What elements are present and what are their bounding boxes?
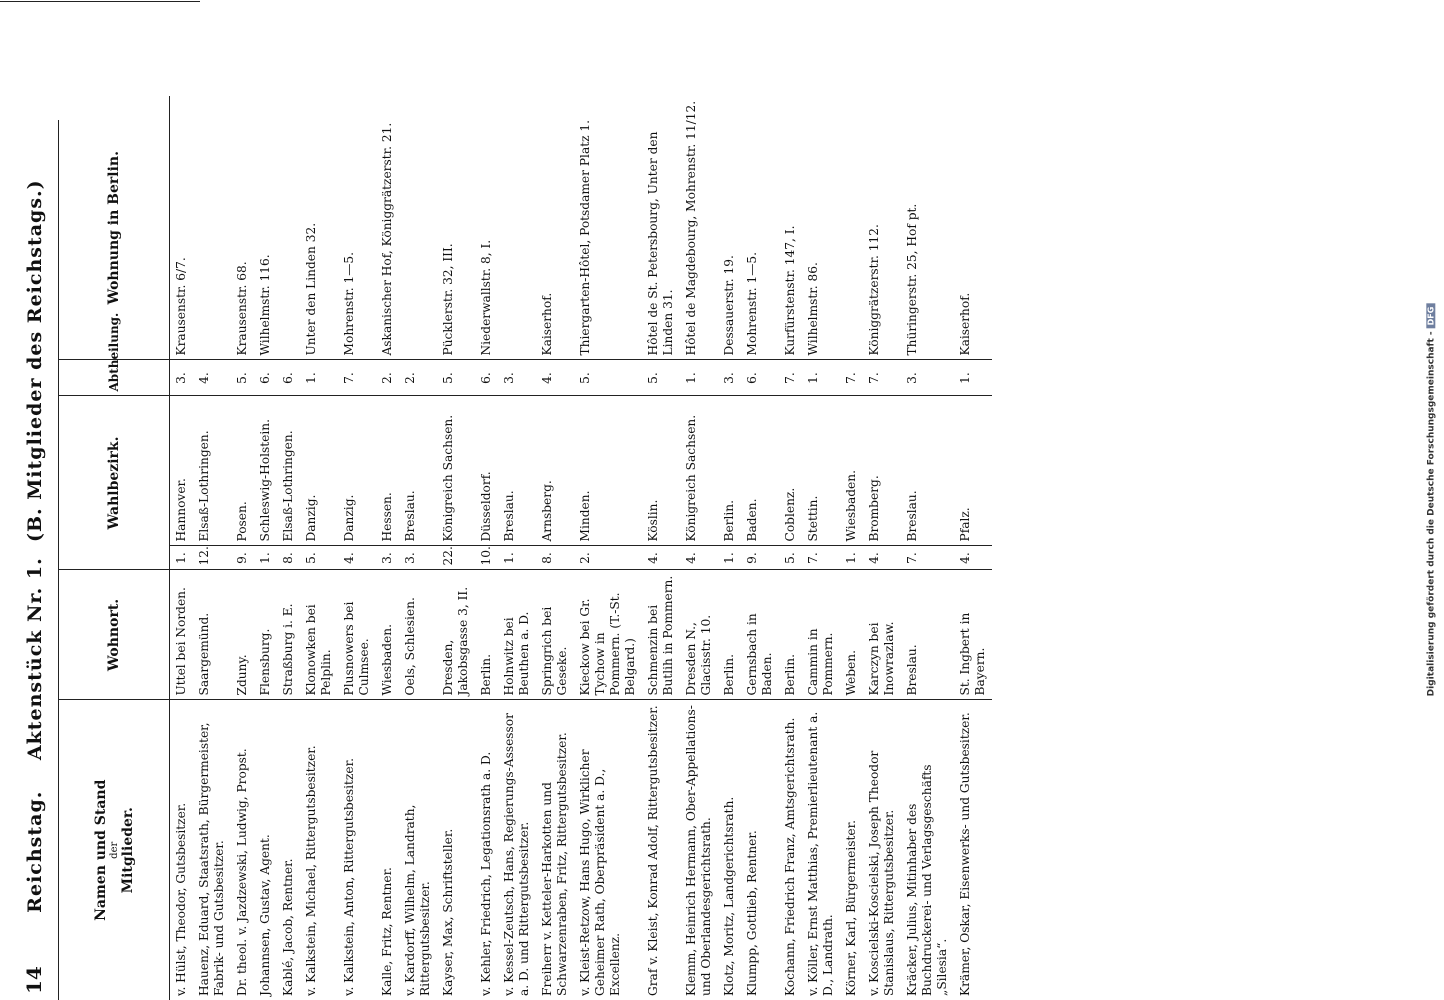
wahlbezirk-name: Pfalz.: [954, 396, 992, 546]
wahlbezirk-number: 9.: [231, 546, 254, 570]
wahlbezirk-number: 10.: [475, 546, 498, 570]
member-wohnort: Straßburg i. E.: [277, 570, 300, 700]
wahlbezirk-number: 9.: [741, 546, 779, 570]
abtheilung-number: 1.: [954, 360, 992, 396]
member-name: v. Köller, Ernst Matthias, Premierlieutenant a. D., Landrath.: [802, 700, 840, 1000]
wahlbezirk-name: Breslau.: [901, 396, 954, 546]
berlin-address: Wilhelmstr. 86.: [806, 262, 820, 356]
dfg-watermark: [1418, 0, 1444, 1000]
table-row: [741, 96, 779, 1000]
wahlbezirk-number: 22.: [437, 546, 475, 570]
document-title: Aktenstück Nr. 1.: [24, 557, 46, 761]
member-name: v. Hülst, Theodor, Gutsbesitzer.: [170, 700, 194, 1000]
wahlbezirk-name: Baden.: [741, 396, 779, 546]
berlin-address: Mohrenstr. 1—5.: [342, 251, 356, 356]
abtheilung-number: 1.: [680, 360, 718, 396]
wahlbezirk-name: Düsseldorf.: [475, 396, 498, 546]
abtheilung-number: 4.: [193, 360, 231, 396]
member-wohnort: Cammin in Pommern.: [802, 570, 840, 700]
table-row: [498, 96, 536, 1000]
member-name: Kablé, Jacob, Rentner.: [277, 700, 300, 1000]
table-row: [475, 96, 498, 1000]
wahlbezirk-name: Posen.: [231, 396, 254, 546]
wahlbezirk-number: 7.: [802, 546, 840, 570]
col-abtheilung: Abtheilung.: [59, 360, 170, 396]
abtheilung-number: 7.: [863, 360, 901, 396]
abtheilung-number: 5.: [231, 360, 254, 396]
running-title: [24, 179, 46, 912]
member-wohnort: Dresden N., Glacisstr. 10.: [680, 570, 718, 700]
col-name: [59, 700, 170, 1000]
wahlbezirk-number: 4.: [680, 546, 718, 570]
abtheilung-number: 1.: [802, 360, 840, 396]
members-table-body: [170, 96, 993, 1000]
berlin-address: Kurfürstenstr. 147, I.: [783, 225, 797, 356]
berlin-address: [399, 96, 437, 360]
member-name: Kräcker, Julius, Mitinhaber des Buchdruckerei- und Verlagsgeschäfts „Silesia“.: [901, 700, 954, 1000]
abtheilung-number: 4.: [536, 360, 574, 396]
member-wohnort: Berlin.: [718, 570, 741, 700]
wahlbezirk-name: Arnsberg.: [536, 396, 574, 546]
member-wohnort: Schmenzin bei Butlih in Pommern.: [642, 570, 680, 700]
berlin-address: [277, 96, 300, 360]
member-name: Dr. theol. v. Jazdzewski, Ludwig, Propst.: [231, 700, 254, 1000]
wahlbezirk-name: Hessen.: [376, 396, 399, 546]
member-wohnort: Springrich bei Geseke.: [536, 570, 574, 700]
table-row: [779, 96, 802, 1000]
berlin-address: Krausenstr. 6/7.: [174, 257, 188, 356]
member-name: Kochann, Friedrich Franz, Amtsgerichtsrath.: [779, 700, 802, 1000]
berlin-address: Askanischer Hof, Königgrätzerstr. 21.: [380, 122, 394, 356]
table-row: [901, 96, 954, 1000]
table-row: [376, 96, 399, 1000]
member-wohnort: Berlin.: [475, 570, 498, 700]
member-name: v. Kleist-Retzow, Hans Hugo, Wirklicher Geheimer Rath, Oberpräsident a. D., Excellenz.: [574, 700, 642, 1000]
abtheilung-number: 5.: [437, 360, 475, 396]
wahlbezirk-number: 7.: [901, 546, 954, 570]
table-row: [399, 96, 437, 1000]
col-name-top: Namen und Stand: [92, 779, 109, 921]
berlin-address: Hôtel de St. Petersbourg, Unter den Linden 31.: [646, 131, 675, 356]
member-wohnort: Wiesbaden.: [376, 570, 399, 700]
wahlbezirk-number: 8.: [536, 546, 574, 570]
wahlbezirk-number: 8.: [277, 546, 300, 570]
wahlbezirk-number: 5.: [779, 546, 802, 570]
wahlbezirk-name: Breslau.: [498, 396, 536, 546]
member-name: Körner, Karl, Bürgermeister.: [840, 700, 863, 1000]
wahlbezirk-number: 4.: [954, 546, 992, 570]
berlin-address: Hôtel de Magdebourg, Mohrenstr. 11/12.: [684, 100, 698, 356]
wahlbezirk-name: Berlin.: [718, 396, 741, 546]
wahlbezirk-number: 1.: [254, 546, 277, 570]
wahlbezirk-name: Breslau.: [399, 396, 437, 546]
wahlbezirk-name: Danzig.: [300, 396, 338, 546]
wahlbezirk-number: 1.: [840, 546, 863, 570]
berlin-address: Pücklerstr. 32, III.: [441, 243, 455, 356]
member-wohnort: Plusnowers bei Culmsee.: [338, 570, 376, 700]
abtheilung-number: 5.: [574, 360, 642, 396]
member-name: Kayser, Max, Schriftsteller.: [437, 700, 475, 1000]
table-row: [254, 96, 277, 1000]
abtheilung-number: 6.: [254, 360, 277, 396]
wahlbezirk-name: Stettin.: [802, 396, 840, 546]
member-wohnort: Weben.: [840, 570, 863, 700]
abtheilung-number: 3.: [170, 360, 194, 396]
header-row: [59, 96, 170, 1000]
member-wohnort: Dresden, Jakobsgasse 3, II.: [437, 570, 475, 700]
wahlbezirk-name: Danzig.: [338, 396, 376, 546]
berlin-address: Krausenstr. 68.: [235, 261, 249, 356]
wahlbezirk-name: Schleswig-Holstein.: [254, 396, 277, 546]
member-wohnort: Saargemünd.: [193, 570, 231, 700]
wahlbezirk-name: Königreich Sachsen.: [437, 396, 475, 546]
wahlbezirk-number: 4.: [863, 546, 901, 570]
members-table: [59, 96, 992, 1000]
col-name-mid: der: [108, 841, 120, 859]
col-name-bottom: Mitglieder.: [119, 807, 136, 894]
berlin-address: Mohrenstr. 1—5.: [745, 251, 759, 356]
berlin-address: Unter den Linden 32.: [304, 222, 318, 356]
table-row: [642, 96, 680, 1000]
berlin-address: Wilhelmstr. 116.: [258, 254, 272, 356]
wahlbezirk-number: 12.: [193, 546, 231, 570]
abtheilung-number: 1.: [300, 360, 338, 396]
table-row: [574, 96, 642, 1000]
abtheilung-number: 3.: [901, 360, 954, 396]
reichstag-label: Reichstag.: [24, 790, 46, 913]
member-wohnort: Kieckow bei Gr. Tychow in Pommern. (T.-St. Belgard.): [574, 570, 642, 700]
member-name: Klumpp, Gottlieb, Rentner.: [741, 700, 779, 1000]
member-name: Krämer, Oskar, Eisenwerks- und Gutsbesitzer.: [954, 700, 992, 1000]
member-wohnort: Uttel bei Norden.: [170, 570, 194, 700]
table-row: [300, 96, 338, 1000]
abtheilung-number: 5.: [642, 360, 680, 396]
table-row: [536, 96, 574, 1000]
berlin-address: Königgrätzerstr. 112.: [867, 224, 881, 356]
member-wohnort: Flensburg.: [254, 570, 277, 700]
wahlbezirk-number: 2.: [574, 546, 642, 570]
wahlbezirk-number: 1.: [718, 546, 741, 570]
abtheilung-number: 7.: [779, 360, 802, 396]
document-subtitle: (B. Mitglieder des Reichstags.): [24, 179, 46, 543]
abtheilung-number: 6.: [741, 360, 779, 396]
abtheilung-number: 7.: [338, 360, 376, 396]
abtheilung-number: 3.: [718, 360, 741, 396]
col-berlin: Wohnung in Berlin.: [59, 96, 170, 360]
abtheilung-number: 6.: [277, 360, 300, 396]
table-row: [954, 96, 992, 1000]
table-row: [863, 96, 901, 1000]
rotated-page: [18, 100, 1338, 1000]
wahlbezirk-number: 3.: [376, 546, 399, 570]
member-wohnort: Breslau.: [901, 570, 954, 700]
berlin-address: Kaiserhof.: [958, 292, 972, 356]
member-wohnort: Zduny.: [231, 570, 254, 700]
member-name: v. Kardorff, Wilhelm, Landrath, Rittergutsbesitzer.: [399, 700, 437, 1000]
page-number: 14: [22, 966, 46, 994]
table-row: [277, 96, 300, 1000]
table-row: [170, 96, 194, 1000]
wahlbezirk-number: 4.: [642, 546, 680, 570]
berlin-address: Thiergarten-Hôtel, Potsdamer Platz 1.: [578, 119, 592, 356]
wahlbezirk-number: 1.: [498, 546, 536, 570]
table-row: [193, 96, 231, 1000]
wahlbezirk-number: 3.: [399, 546, 437, 570]
berlin-address: Kaiserhof.: [540, 292, 554, 356]
berlin-address: Thüringerstr. 25, Hof pt.: [905, 203, 919, 356]
abtheilung-number: 7.: [840, 360, 863, 396]
table-row: [718, 96, 741, 1000]
wahlbezirk-name: Bromberg.: [863, 396, 901, 546]
abtheilung-number: 3.: [498, 360, 536, 396]
berlin-address: [193, 96, 231, 360]
member-name: v. Koscielski-Koscielski, Joseph Theodor Stanislaus, Rittergutsbesitzer.: [863, 700, 901, 1000]
table-row: [437, 96, 475, 1000]
wahlbezirk-name: Elsaß-Lothringen.: [193, 396, 231, 546]
watermark-text: Digitalisierung gefördert durch die Deutsche Forschungsgemeinschaft -: [1426, 331, 1436, 697]
member-name: Graf v. Kleist, Konrad Adolf, Rittergutsbesitzer.: [642, 700, 680, 1000]
col-wahlbezirk: Wahlbezirk.: [59, 396, 170, 570]
member-name: v. Kalkstein, Anton, Rittergutsbesitzer.: [338, 700, 376, 1000]
wahlbezirk-name: Elsaß-Lothringen.: [277, 396, 300, 546]
member-wohnort: Holnwitz bei Beuthen a. D.: [498, 570, 536, 700]
member-name: Freiherr v. Ketteler-Harkotten und Schwarzenraben, Fritz, Rittergutsbesitzer.: [536, 700, 574, 1000]
dfg-logo: DFG: [1426, 304, 1435, 329]
wahlbezirk-number: 1.: [170, 546, 194, 570]
member-name: Kalle, Fritz, Rentner.: [376, 700, 399, 1000]
wahlbezirk-name: Hannover.: [170, 396, 194, 546]
wahlbezirk-name: Köslin.: [642, 396, 680, 546]
member-name: v. Kalkstein, Michael, Rittergutsbesitzer.: [300, 700, 338, 1000]
abtheilung-number: 2.: [399, 360, 437, 396]
member-wohnort: Karczyn bei Inowrazlaw.: [863, 570, 901, 700]
member-wohnort: Oels, Schlesien.: [399, 570, 437, 700]
abtheilung-number: 2.: [376, 360, 399, 396]
table-row: [840, 96, 863, 1000]
berlin-address: Dessauerstr. 19.: [722, 255, 736, 356]
berlin-address: [840, 96, 863, 360]
member-wohnort: Klonowken bei Pelplin.: [300, 570, 338, 700]
member-name: Klemm, Heinrich Hermann, Ober-Appellations- und Oberlandesgerichtsrath.: [680, 700, 718, 1000]
table-row: [231, 96, 254, 1000]
members-table-frame: [58, 100, 992, 1000]
member-wohnort: Berlin.: [779, 570, 802, 700]
table-row: [680, 96, 718, 1000]
table-row: [338, 96, 376, 1000]
wahlbezirk-name: Minden.: [574, 396, 642, 546]
wahlbezirk-number: 5.: [300, 546, 338, 570]
wahlbezirk-name: Coblenz.: [779, 396, 802, 546]
berlin-address: [498, 96, 536, 360]
member-name: Johannsen, Gustav, Agent.: [254, 700, 277, 1000]
member-wohnort: Gernsbach in Baden.: [741, 570, 779, 700]
wahlbezirk-name: Königreich Sachsen.: [680, 396, 718, 546]
member-wohnort: St. Ingbert in Bayern.: [954, 570, 992, 700]
abtheilung-number: 6.: [475, 360, 498, 396]
top-rule: [0, 1, 200, 2]
col-wohnort: Wohnort.: [59, 570, 170, 700]
member-name: v. Kessel-Zeutsch, Hans, Regierungs-Assessor a. D. und Rittergutsbesitzer.: [498, 700, 536, 1000]
berlin-address: Niederwallstr. 8, I.: [479, 239, 493, 356]
member-name: v. Kehler, Friedrich, Legationsrath a. D.: [475, 700, 498, 1000]
page-header: [18, 120, 58, 1000]
wahlbezirk-number: 4.: [338, 546, 376, 570]
wahlbezirk-name: Wiesbaden.: [840, 396, 863, 546]
member-name: Hauenz, Eduard, Staatsrath, Bürgermeister, Fabrik- und Gutsbesitzer.: [193, 700, 231, 1000]
member-name: Klotz, Moritz, Landgerichtsrath.: [718, 700, 741, 1000]
table-row: [802, 96, 840, 1000]
